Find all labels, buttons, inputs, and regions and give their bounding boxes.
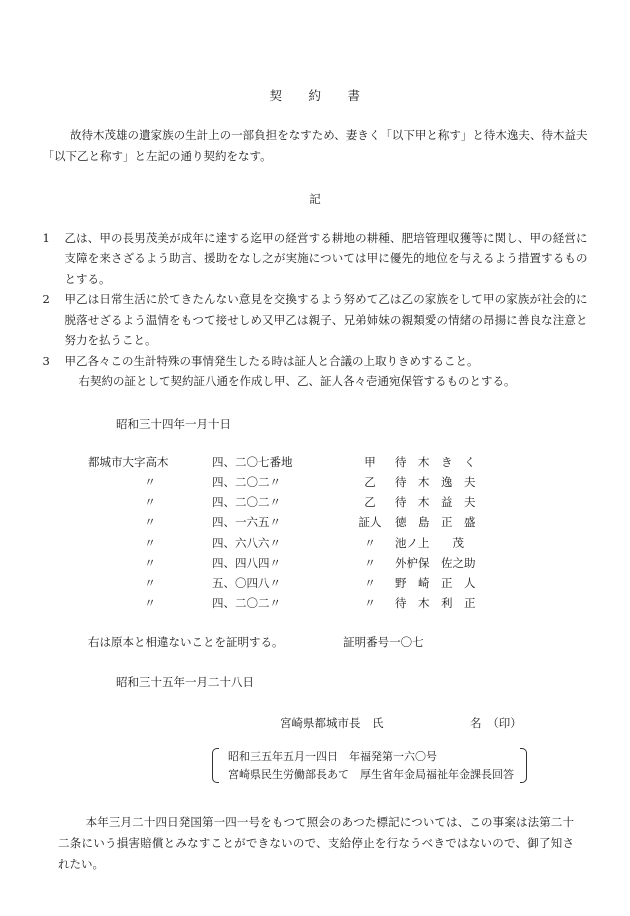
certification-number: 証明番号一〇七 — [343, 635, 424, 650]
cell-role: 証人 — [358, 515, 382, 530]
table-row — [88, 534, 525, 554]
cell-lot: 四、二〇二〃 — [212, 595, 281, 610]
cell-address: 〃 — [144, 575, 156, 590]
clause-item — [43, 289, 588, 350]
cell-role: 乙 — [364, 495, 376, 510]
mayor-signature-line — [280, 714, 630, 733]
bracket-right-icon — [520, 747, 527, 785]
clause-text: 乙は、甲の長男茂美が成年に達する迄甲の経営する耕地の耕種、肥培管理収獲等に関し、甲の経営に支障を来さざるよう助言、援助をなし之が実施については甲に優先的地位を与えるよう措置するものとする。 — [64, 230, 588, 286]
cell-name: 徳 島 正 盛 — [395, 515, 476, 530]
cell-address: 〃 — [144, 595, 156, 610]
cell-address: 〃 — [144, 495, 156, 510]
cell-address: 〃 — [144, 555, 156, 570]
clause-text: 甲乙各々この生計特殊の事情発生したる時は証人と合議の上取りきめすること。 — [64, 353, 479, 368]
cell-address: 〃 — [144, 515, 156, 530]
clause-item — [43, 351, 588, 371]
table-row — [88, 453, 525, 473]
cell-name: 外枦保 佐之助 — [395, 555, 476, 570]
cell-lot: 四、一六五〃 — [212, 515, 281, 530]
cell-role: 〃 — [364, 595, 376, 610]
cell-name: 待 木 逸 夫 — [395, 475, 476, 490]
cell-address: 〃 — [144, 475, 156, 490]
cell-address: 〃 — [144, 535, 156, 550]
clause-number: 1 — [42, 230, 50, 245]
clause-list — [43, 228, 588, 392]
cell-address: 都城市大字高木 — [88, 455, 169, 470]
certification-date: 昭和三十五年一月二十八日 — [116, 674, 254, 689]
cell-role: 〃 — [364, 535, 376, 550]
cell-role: 甲 — [364, 455, 376, 470]
certification-line — [88, 633, 630, 652]
table-row — [88, 574, 525, 594]
document-title: 契 約 書 — [269, 88, 361, 103]
cell-role: 〃 — [364, 575, 376, 590]
clause-text: 甲乙は日常生活に於てきたんない意見を交換するよう努めて乙は乙の家族をして甲の家族が社会的に脱落せざるよう温情をもつて接せしめ又甲乙は親子、兄弟姉妹の親類愛の情緒の昂揚に善良な注意と努力を払うこと。 — [64, 292, 588, 348]
reference-block — [212, 747, 527, 785]
clause-number: 2 — [42, 292, 50, 307]
mayor-title: 宮崎県都城市長 氏 — [280, 716, 384, 731]
cell-name: 野 崎 正 人 — [395, 575, 476, 590]
table-row — [88, 493, 525, 513]
certification-text: 右は原本と相違ないことを証明する。 — [88, 635, 284, 650]
kiji-label: 記 — [309, 192, 321, 207]
reference-line-2: 宮崎県民生労働部長あて 厚生省年金局福祉年金課長回答 — [228, 767, 514, 781]
cell-lot: 四、六八六〃 — [212, 535, 281, 550]
cell-lot: 四、四八四〃 — [212, 555, 281, 570]
cell-lot: 四、二〇七番地 — [212, 455, 293, 470]
clause-closing-text: 右契約の証として契約証八通を作成し甲、乙、証人各々壱通宛保管するものとする。 — [78, 374, 516, 389]
cell-lot: 四、二〇二〃 — [212, 495, 281, 510]
table-row — [88, 473, 525, 493]
cell-lot: 五、〇四八〃 — [212, 575, 281, 590]
contract-date: 昭和三十四年一月十日 — [116, 416, 231, 431]
signature-table — [88, 453, 525, 614]
clause-item — [43, 228, 588, 289]
cell-name: 待 木 利 正 — [395, 595, 476, 610]
intro-paragraph: 故待木茂雄の遺家族の生計上の一部負担をなすため、妻きく「以下甲と称す」と待木逸夫、待木益夫「以下乙と称す」と左記の通り契約をなす。 — [42, 128, 588, 163]
clause-number: 3 — [42, 353, 50, 368]
cell-lot: 四、二〇二〃 — [212, 475, 281, 490]
cell-role: 乙 — [364, 475, 376, 490]
mayor-seal-label: 名 （印） — [470, 716, 522, 731]
cell-name: 池ノ上 茂 — [395, 535, 464, 550]
final-paragraph: 本年三月二十四日発国第一四一号をもつて照会のあつた標記については、この事案は法第二十二条にいう損害賠償とみなすことができないので、支給停止を行なうべきではないので、御了知されたい。 — [58, 815, 574, 871]
cell-name: 待 木 き く — [395, 455, 476, 470]
reference-line-1: 昭和三五年五月一四日 年福発第一六〇号 — [228, 749, 437, 763]
cell-name: 待 木 益 夫 — [395, 495, 476, 510]
table-row — [88, 554, 525, 574]
table-row — [88, 513, 525, 533]
reference-block-text — [219, 747, 520, 785]
table-row — [88, 594, 525, 614]
bracket-left-icon — [212, 747, 219, 785]
cell-role: 〃 — [364, 555, 376, 570]
